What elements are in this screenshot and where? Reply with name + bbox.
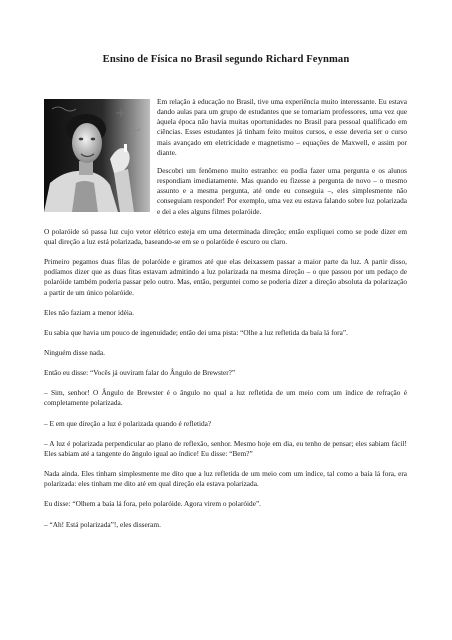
paragraph: Em relação à educação no Brasil, tive uma experiência muito interessante. Eu estava dando aulas para um grupo de estudantes que se tornariam professores, uma vez que àquela época não havia muitas oportunidades no Brasil para pessoal qualificado em ciências. Esses estudantes já tinham feito muitos cursos, e esse deveria ser o curso mais avançado em eletricidade e magnetismo – equações de Maxwell, e assim por diante.: [157, 97, 407, 157]
document-body: [44, 97, 407, 540]
paragraph: – “Ah! Está polarizada”!, eles disseram.: [44, 519, 161, 529]
paragraph: Primeiro pegamos duas filas de polaróide e giramos até que elas deixassem passar a maior parte da luz. A partir disso, podíamos dizer que as duas fitas estavam admitindo a luz polarizada na mesma direção – o que passou por um pedaço de polaróide também poderia passar pelo outro. Mas, então, perguntei como se poderia dizer a direção absoluta da polarização a partir de um único polaróide.: [44, 257, 407, 297]
paragraph: – E em que direção a luz é polarizada quando é refletida?: [44, 418, 212, 428]
paragraph: O polaróide só passa luz cujo vetor elétrico esteja em uma determinada direção; então expliquei como se pode dizer em qual direção a luz está polarizada, baseando-se em se o polaróide é escuro ou claro.: [44, 226, 407, 246]
paragraph: Descobri um fenômeno muito estranho: eu podia fazer uma pergunta e os alunos respondiam imediatamente. Mas quando eu fizesse a pergunta de novo – o mesmo assunto e a mesma pergunta, até onde eu conseguia –, eles simplesmente não conseguiam responder! Por exemplo, uma vez eu estava falando sobre luz polarizada e dei a eles alguns filmes polaróide.: [157, 165, 407, 216]
paragraph: Eles não faziam a menor idéia.: [44, 307, 134, 317]
portrait-image: [44, 99, 150, 212]
paragraph: Nada ainda. Eles tinham simplesmente me dito que a luz refletida de um meio com um índice, tal como a baía lá fora, era polarizada: eles tinham me dito até em qual direção ela estava polarizada.: [44, 469, 407, 489]
paragraph: Ninguém disse nada.: [44, 347, 105, 357]
document-title: Ensino de Física no Brasil segundo Richard Feynman: [102, 54, 350, 65]
paragraph: Eu disse: “Olhem a baía lá fora, pelo polaróide. Agora virem o polaróide”.: [44, 499, 262, 509]
paragraph: – A luz é polarizada perpendicular ao plano de reflexão, senhor. Mesmo hoje em dia, eu tenho de pensar; eles sabiam fácil! Eles sabiam até a tangente do ângulo igual ao índice! Eu disse: “Bem?”: [44, 438, 407, 458]
feynman-photo: [44, 99, 150, 212]
paragraph: Então eu disse: “Vocês já ouviram falar do Ângulo de Brewster?”: [44, 368, 236, 378]
paragraph: Eu sabia que havia um pouco de ingenuidade; então dei uma pista: “Olhe a luz refletida da baía lá fora”.: [44, 327, 348, 337]
paragraph: – Sim, senhor! O Ângulo de Brewster é o ângulo no qual a luz refletida de um meio com um índice de refração é completamente polarizada.: [44, 388, 407, 408]
